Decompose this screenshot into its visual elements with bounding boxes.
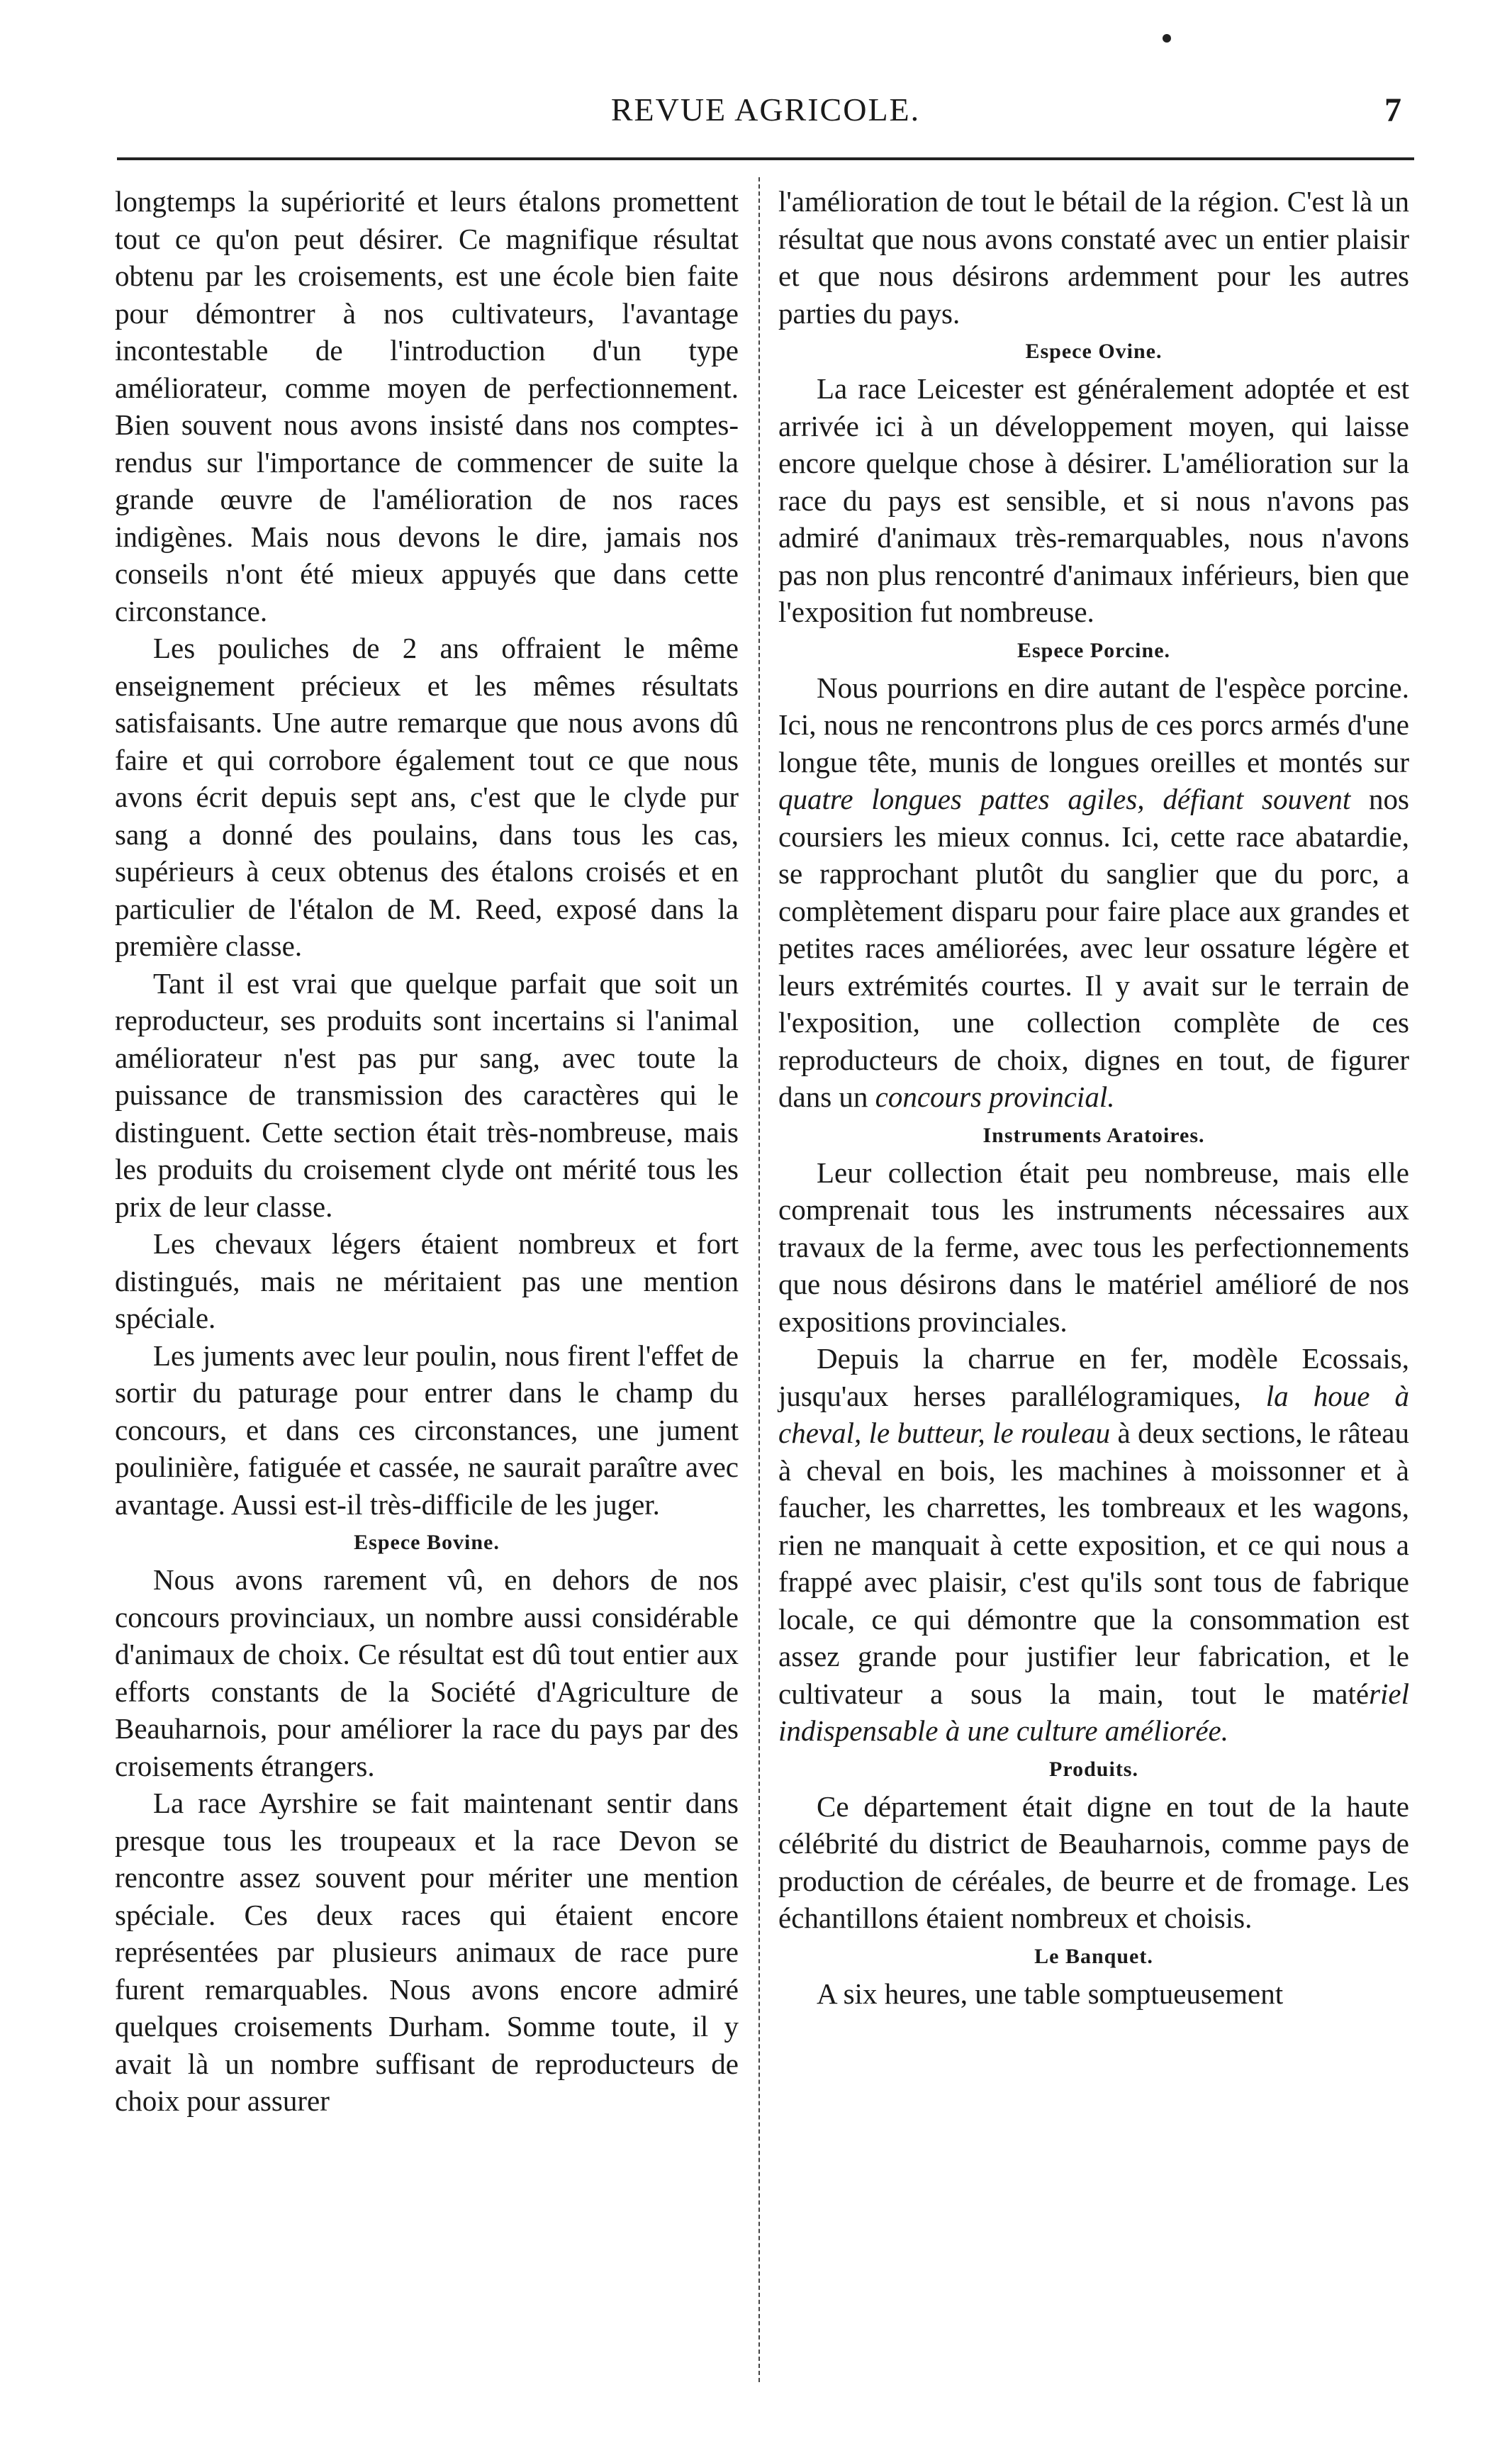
section-heading-ovine: Espece Ovine. [1025, 340, 1163, 363]
paragraph: longtemps la supériorité et leurs étalons promettent tout ce qu'on peut désirer. Ce magnifique résultat obtenu par les croisements, est une école bien faite pour démontrer à nos cultivateurs, l'avantage incontestable de l'introduction d'un type améliorateur, comme moyen de perfectionnement. Bien souvent nous avons insisté dans nos comptes-rendus sur l'importance de commencer de suite la grande œuvre de l'amélioration de nos races indigènes. Mais nous devons le dire, jamais nos conseils n'ont été mieux appuyés que dans cette circonstance. [115, 185, 739, 627]
paragraph: La race Leicester est généralement adoptée et est arrivée ici à un développement moyen, qui laisse encore quelque chose à désirer. L'amélioration sur la race du pays est sensible, et si nous n'avons pas admiré d'animaux très-remarquables, nous n'avons pas non plus rencontré d'animaux inférieurs, bien que l'exposition fut nombreuse. [778, 372, 1409, 628]
paragraph: Tant il est vrai que quelque parfait que soit un reproducteur, ses produits sont incertains si l'animal améliorateur n'est pas pur sang, avec toute la puissance de transmission des caractères qui le distinguent. Cette section était très-nombreuse, mais les produits du croisement clyde ont mérité tous les prix de leur classe. [115, 966, 739, 1223]
header-rule [117, 157, 1414, 160]
section-heading-produits: Produits. [1049, 1757, 1138, 1781]
text-run: Depuis la charrue en fer, modèle Ecossais, jusqu'aux herses parallélogramiques, [778, 1342, 1409, 1412]
running-title: REVUE AGRICOLE. [610, 91, 921, 128]
left-column [115, 183, 739, 2120]
italic-run: quatre longues pattes agiles, défiant souvent [778, 783, 1351, 815]
section-heading-bovine: Espece Bovine. [354, 1531, 500, 1554]
section-heading-porcine: Espece Porcine. [1017, 638, 1171, 662]
paragraph: Nous avons rarement vû, en dehors de nos concours provinciaux, un nombre aussi considérable d'animaux de choix. Ce résultat est dû tout entier aux efforts constants de la Société d'Agriculture de Beauharnois, pour améliorer la race du pays par des croisements étrangers. [115, 1563, 739, 1782]
paragraph [778, 1340, 1409, 1750]
text-run: Nous pourrions en dire autant de l'espèce porcine. Ici, nous ne rencontrons plus de ces porcs armés d'une longue tête, munis de longues oreilles et montés sur [778, 671, 1409, 778]
paragraph: La race Ayrshire se fait maintenant sentir dans presque tous les troupeaux et la race Devon se rencontre assez souvent pour mériter une mention spéciale. Ces deux races qui étaient encore représentées par plusieurs animaux de race pure furent remarquables. Nous avons encore admiré quelques croisements Durham. Somme toute, il y avait là un nombre suffisant de reproducteurs de choix pour assurer [115, 1787, 739, 2117]
paragraph: A six heures, une table somptueusement [817, 1977, 1284, 2010]
paragraph [778, 669, 1409, 1116]
paragraph: Leur collection était peu nombreuse, mais elle comprenait tous les instruments nécessaires aux travaux de la ferme, avec tous les perfectionnements que nous désirons dans le matériel amélioré de nos expositions provinciales. [778, 1156, 1409, 1338]
paragraph: Les juments avec leur poulin, nous firent l'effet de sortir du paturage pour entrer dans le champ du concours, et dans ces circonstances, une jument poulinière, fatiguée et cassée, ne saurait paraître avec avantage. Aussi est-il très-difficile de les juger. [115, 1339, 739, 1521]
italic-run: la houe à cheval, le butteur, le rouleau [778, 1379, 1409, 1449]
right-column [778, 183, 1409, 2012]
paragraph: Ce département était digne en tout de la haute célébrité du district de Beauharnois, comme pays de production de céréales, de beurre et de fromage. Les échantillons étaient nombreux et choisis. [778, 1789, 1409, 1934]
section-heading-banquet: Le Banquet. [1034, 1944, 1153, 1968]
section-heading-instruments: Instruments Aratoires. [982, 1123, 1205, 1147]
paragraph: l'amélioration de tout le bétail de la région. C'est là un résultat que nous avons constaté avec un entier plaisir et que nous désirons ardemment pour les autres parties du pays. [778, 185, 1409, 330]
paragraph: Les chevaux légers étaient nombreux et fort distingués, mais ne méritaient pas une mention spéciale. [115, 1227, 739, 1334]
italic-run: riel indispensable à une culture améliorée. [778, 1677, 1409, 1747]
text-run: nos coursiers les mieux connus. Ici, cette race abatardie, se rapprochant plutôt du sanglier que du porc, a complètement disparu pour faire place aux grandes et petites races améliorées, avec leur ossature légère et leurs extrémités courtes. Il y avait sur le terrain de l'exposition, une collection complète de ces reproducteurs de choix, dignes en tout, de figurer dans un [778, 783, 1409, 1113]
paragraph: Les pouliches de 2 ans offraient le même enseignement précieux et les mêmes résultats satisfaisants. Une autre remarque que nous avons dû faire et qui corrobore également tout ce que nous avons écrit depuis sept ans, c'est que le clyde pur sang a donné des poulains, dans tous les cas, supérieurs à ceux obtenus des étalons croisés et en particulier de l'étalon de M. Reed, exposé dans la première classe. [115, 632, 739, 962]
ink-speck [1163, 34, 1171, 43]
text-run: à deux sections, le râteau à cheval en bois, les machines à moissonner et à faucher, les charrettes, les tombreaux et les wagons, rien ne manquait à cette exposition, et ce qui nous a frappé avec plaisir, c'est qu'ils sont tous de fabrique locale, ce qui démontre que la consommation est assez grande pour justifier leur fabrication, et le cultivateur a sous la main, tout le maté [778, 1417, 1410, 1710]
column-divider [758, 177, 760, 2382]
page-number: 7 [1384, 91, 1401, 129]
italic-run: concours provincial. [875, 1080, 1115, 1113]
page-header [117, 91, 1414, 147]
